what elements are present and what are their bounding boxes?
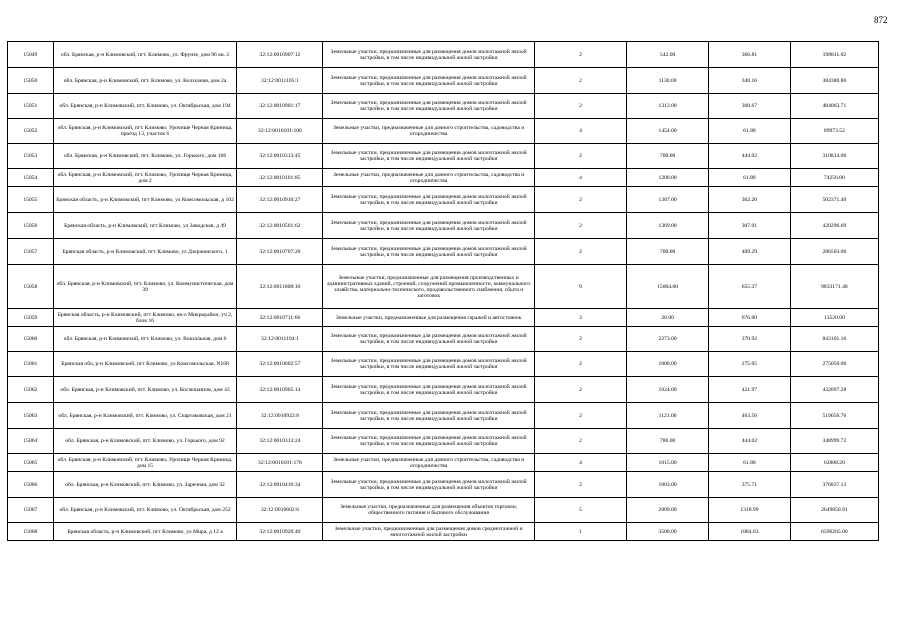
specific-cadastral-value: 655.37 [709,265,791,309]
specific-cadastral-value: 375.71 [709,472,791,498]
land-plot-address: обл. Брянская, р-н Климовский, пгт. Климово, ул. Октябрьская, дом 252 [53,498,237,523]
use-group: 2 [534,187,626,213]
plot-area: 1015.00 [627,454,709,472]
land-use-type: Земельные участки, предназначенные для размещения домов малоэтажной жилой застройки, в том числе индивидуальной жилой застройки [323,213,534,239]
land-plot-address: обл. Брянская, р-н Климовский, пгт. Климово, Урочище Черная Криница, проезд 13, участок 6 [53,119,237,144]
land-plot-number: 15068 [8,523,54,541]
land-plot-address: обл. Брянская, р-н Климовский, пгт. Климово, Урочище Черная Криница, дом 15 [53,454,237,472]
land-plot-number: 15049 [8,42,54,68]
land-use-type: Земельные участки, предназначенные для размещения домов малоэтажной жилой застройки, в том числе индивидуальной жилой застройки [323,68,534,94]
land-plot-number: 15057 [8,239,54,265]
use-group: 2 [534,239,626,265]
use-group: 2 [534,42,626,68]
plot-area: 2009.00 [627,498,709,523]
specific-cadastral-value: 275.05 [709,352,791,377]
land-plot-address: обл. Брянская, р-н Климовский, пгт. Климово, ул. Космонавтов, дом 43 [53,377,237,403]
use-group: 1 [534,523,626,541]
plot-area: 1121.00 [627,403,709,429]
use-group: 3 [534,309,626,327]
table-row [8,352,879,377]
table-row [8,265,879,309]
specific-cadastral-value: 1318.99 [709,498,791,523]
cadastral-value: 502371.40 [790,187,878,213]
cadastral-value: 89973.52 [790,119,878,144]
use-group: 2 [534,429,626,454]
land-plot-address: обл. Брянская, р-н Климовский, пгт. Климово, ул. Фрунзе, дом 96 кв. 2 [53,42,237,68]
cadastral-value: 2649850.91 [790,498,878,523]
land-plot-address: обл. Брянская, р-н Климовский, пгт. Климово, ул. Октябрьская, дом 194 [53,94,237,119]
cadastral-value: 13520.00 [790,309,878,327]
table-row [8,498,879,523]
plot-area: 700.00 [627,239,709,265]
land-plot-address: Брянская область, р-н Климовский, пгт Климово, ул Дзержинского, 1 [53,239,237,265]
use-group: 2 [534,327,626,352]
use-group: 2 [534,352,626,377]
cadastral-value: 62808.20 [790,454,878,472]
table-row [8,213,879,239]
cadastral-value: 198811.02 [790,42,878,68]
specific-cadastral-value: 444.02 [709,429,791,454]
plot-area: 1003.00 [627,472,709,498]
land-plot-number: 15062 [8,377,54,403]
land-use-type: Земельные участки, предназначенные для размещения гаражей и автостоянок [323,309,534,327]
cadastral-number: 32:12:0010101:85 [237,169,323,187]
land-plot-number: 15053 [8,144,54,169]
cadastral-value: 286503.00 [790,239,878,265]
land-use-type: Земельные участки, предназначенные для размещения домов малоэтажной жилой застройки, в том числе индивидуальной жилой застройки [323,239,534,265]
land-plot-number: 15066 [8,472,54,498]
land-use-type: Земельные участки, предназначенные для дачного строительства, садоводства и огородничества [323,169,534,187]
cadastral-number: 32:12:0011104:1 [237,327,323,352]
cadastral-value: 519650.76 [790,403,878,429]
land-plot-number: 15064 [8,429,54,454]
specific-cadastral-value: 61.88 [709,169,791,187]
use-group: 2 [534,472,626,498]
table-row [8,119,879,144]
land-use-type: Земельные участки, предназначенные для размещения домов малоэтажной жилой застройки, в том числе индивидуальной жилой застройки [323,327,534,352]
specific-cadastral-value: 370.92 [709,327,791,352]
land-use-type: Земельные участки, предназначенные для размещения объектов торговли, общественного питания и бытового обслуживания [323,498,534,523]
table-row [8,403,879,429]
table-row [8,144,879,169]
use-group: 4 [534,119,626,144]
land-plot-number: 15056 [8,213,54,239]
plot-area: 1454.00 [627,119,709,144]
specific-cadastral-value: 676.00 [709,309,791,327]
cadastral-number: 32:12:0010101:100 [237,119,323,144]
use-group: 2 [534,144,626,169]
cadastral-number: 32:12:0010501:62 [237,213,323,239]
plot-area: 1000.00 [627,352,709,377]
specific-cadastral-value: 61.88 [709,454,791,472]
land-plot-address: Брянская область, р-н Климовский, пгт Климово, кв-л Микрорайон, уч 2, блок 16 [53,309,237,327]
table-row [8,94,879,119]
plot-area: 15004.00 [627,265,709,309]
cadastral-value: 376837.13 [790,472,878,498]
plot-area: 2273.00 [627,327,709,352]
cadastral-number: 32:12:0010313:45 [237,144,323,169]
cadastral-number: 32:12:0010901:17 [237,94,323,119]
use-group: 9 [534,265,626,309]
land-plot-address: обл. Брянская, р-н Климовский, пгт. Климово, ул. Заречная, дом 32 [53,472,237,498]
use-group: 2 [534,403,626,429]
cadastral-number: 32:12:0010905:14 [237,377,323,403]
land-use-type: Земельные участки, предназначенные для размещения домов среднеэтажной и многоэтажной жилой застройки [323,523,534,541]
cadastral-number: 32:12:0010101:178 [237,454,323,472]
land-plot-number: 15061 [8,352,54,377]
land-plot-number: 15058 [8,265,54,309]
table-row [8,327,879,352]
use-group: 2 [534,377,626,403]
cadastral-value: 432097.28 [790,377,878,403]
specific-cadastral-value: 421.97 [709,377,791,403]
use-group: 4 [534,454,626,472]
cadastral-number: 32:12:0010313:24 [237,429,323,454]
land-use-type: Земельные участки, предназначенные для размещения домов малоэтажной жилой застройки, в том числе индивидуальной жилой застройки [323,187,534,213]
cadastral-number: 32:12:0010707:20 [237,239,323,265]
cadastral-number: 32:12:0010711:66 [237,309,323,327]
specific-cadastral-value: 307.01 [709,213,791,239]
land-use-type: Земельные участки, предназначенные для размещения домов малоэтажной жилой застройки, в том числе индивидуальной жилой застройки [323,377,534,403]
land-plot-address: обл. Брянская, р-н Климовский, пгт. Климово, ул. Горького, дом 92 [53,429,237,454]
page-number: 872 [874,15,888,25]
land-use-type: Земельные участки, предназначенные для размещения домов малоэтажной жилой застройки, в том числе индивидуальной жилой застройки [323,42,534,68]
land-use-type: Земельные участки, предназначенные для размещения производственных и административных зданий, строений, сооружений промышленности, коммунального хозяйства, материально-технического, продовольственного снабжения, сбыта и заготовок [323,265,534,309]
specific-cadastral-value: 340.16 [709,68,791,94]
land-plot-number: 15050 [8,68,54,94]
plot-area: 1024.00 [627,377,709,403]
table-row [8,472,879,498]
land-plot-address: обл. Брянская, р-н Климовский, пгт. Климово, ул. Спартаковская, дом 21 [53,403,237,429]
land-plot-number: 15067 [8,498,54,523]
specific-cadastral-value: 368.67 [709,94,791,119]
land-plot-number: 15054 [8,169,54,187]
cadastral-number: 32:12:0011105:1 [237,68,323,94]
cadastral-number: 32:12:0010416:34 [237,472,323,498]
table-row [8,309,879,327]
cadastral-value: 9833171.48 [790,265,878,309]
specific-cadastral-value: 362.20 [709,187,791,213]
table-row [8,239,879,265]
table-row [8,42,879,68]
plot-area: 20.00 [627,309,709,327]
land-use-type: Земельные участки, предназначенные для размещения домов малоэтажной жилой застройки, в том числе индивидуальной жилой застройки [323,352,534,377]
table-row [8,429,879,454]
land-use-type: Земельные участки, предназначенные для размещения домов малоэтажной жилой застройки, в том числе индивидуальной жилой застройки [323,472,534,498]
land-plot-address: обл. Брянская, р-н Климовский, пгт. Климово, ул. Вокзальная, дом 6 [53,327,237,352]
land-use-type: Земельные участки, предназначенные для размещения домов малоэтажной жилой застройки, в том числе индивидуальной жилой застройки [323,403,534,429]
table-row [8,169,879,187]
specific-cadastral-value: 409.29 [709,239,791,265]
cadastral-number: 32:12:0010602:6 [237,498,323,523]
land-use-type: Земельные участки, предназначенные для размещения домов малоэтажной жилой застройки, в том числе индивидуальной жилой застройки [323,429,534,454]
land-use-type: Земельные участки, предназначенные для размещения домов малоэтажной жилой застройки, в том числе индивидуальной жилой застройки [323,144,534,169]
table-row [8,68,879,94]
land-registry-table [7,41,879,541]
cadastral-value: 348999.72 [790,429,878,454]
plot-area: 3500.00 [627,523,709,541]
land-plot-number: 15063 [8,403,54,429]
plot-area: 700.00 [627,144,709,169]
plot-area: 542.00 [627,42,709,68]
cadastral-value: 6596205.00 [790,523,878,541]
cadastral-value: 843101.16 [790,327,878,352]
cadastral-number: 32:12:0010602:57 [237,352,323,377]
land-plot-number: 15051 [8,94,54,119]
land-use-type: Земельные участки, предназначенные для дачного строительства, садоводства и огородничества [323,454,534,472]
specific-cadastral-value: 463.56 [709,403,791,429]
cadastral-value: 484063.71 [790,94,878,119]
cadastral-value: 310814.00 [790,144,878,169]
cadastral-number: 32:12:0010920:40 [237,523,323,541]
table-row [8,523,879,541]
cadastral-number: 32:12:0010910:27 [237,187,323,213]
cadastral-value: 275050.00 [790,352,878,377]
land-plot-number: 15065 [8,454,54,472]
land-plot-address: Брянская область, р-н Климовский, пгт Климово, ул Мира, д 12 а [53,523,237,541]
land-use-type: Земельные участки, предназначенные для размещения домов малоэтажной жилой застройки, в том числе индивидуальной жилой застройки [323,94,534,119]
land-plot-number: 15059 [8,309,54,327]
plot-area: 786.00 [627,429,709,454]
use-group: 2 [534,213,626,239]
plot-area: 1200.00 [627,169,709,187]
use-group: 4 [534,169,626,187]
use-group: 2 [534,68,626,94]
land-plot-number: 15052 [8,119,54,144]
land-plot-address: обл. Брянская, р-н Климовский, пгт. Климово, ул. Коммунистическая, дом 39 [53,265,237,309]
land-plot-address: Брянская область, р-н Климовский, пгт Климово, ул Заводская, д 49 [53,213,237,239]
land-plot-address: обл. Брянская, р-н Климовский, пгт. Климово, ул. Колхозная, дом 2а [53,68,237,94]
land-plot-number: 15060 [8,327,54,352]
plot-area: 1369.00 [627,213,709,239]
cadastral-value: 384380.80 [790,68,878,94]
plot-area: 1130.00 [627,68,709,94]
specific-cadastral-value: 444.02 [709,144,791,169]
land-plot-number: 15055 [8,187,54,213]
specific-cadastral-value: 1884.63 [709,523,791,541]
cadastral-number: 32:12:0010922:8 [237,403,323,429]
land-plot-address: обл. Брянская, р-н Климовский, пгт. Климово, ул. Горького, дом 106 [53,144,237,169]
cadastral-number: 32:12:0010907:12 [237,42,323,68]
specific-cadastral-value: 366.81 [709,42,791,68]
land-plot-address: обл. Брянская, р-н Климовский, пгт. Климово, Урочище Черная Криница, дом 2 [53,169,237,187]
cadastral-value: 74256.00 [790,169,878,187]
cadastral-value: 420296.69 [790,213,878,239]
table-row [8,187,879,213]
land-use-type: Земельные участки, предназначенные для дачного строительства, садоводства и огородничества [323,119,534,144]
table-row [8,377,879,403]
table-row [8,454,879,472]
land-plot-address: Брянская обл, р-н Климовский, пгт Климово, ул Комсомольская, N168 [53,352,237,377]
use-group: 2 [534,94,626,119]
use-group: 5 [534,498,626,523]
cadastral-number: 32:12:0011008:10 [237,265,323,309]
registry-table-body [8,42,879,541]
plot-area: 1387.00 [627,187,709,213]
plot-area: 1313.00 [627,94,709,119]
specific-cadastral-value: 61.88 [709,119,791,144]
land-plot-address: Брянская область, р-н Климовский, пгт Климово, ул Комсомольская, д 102 [53,187,237,213]
